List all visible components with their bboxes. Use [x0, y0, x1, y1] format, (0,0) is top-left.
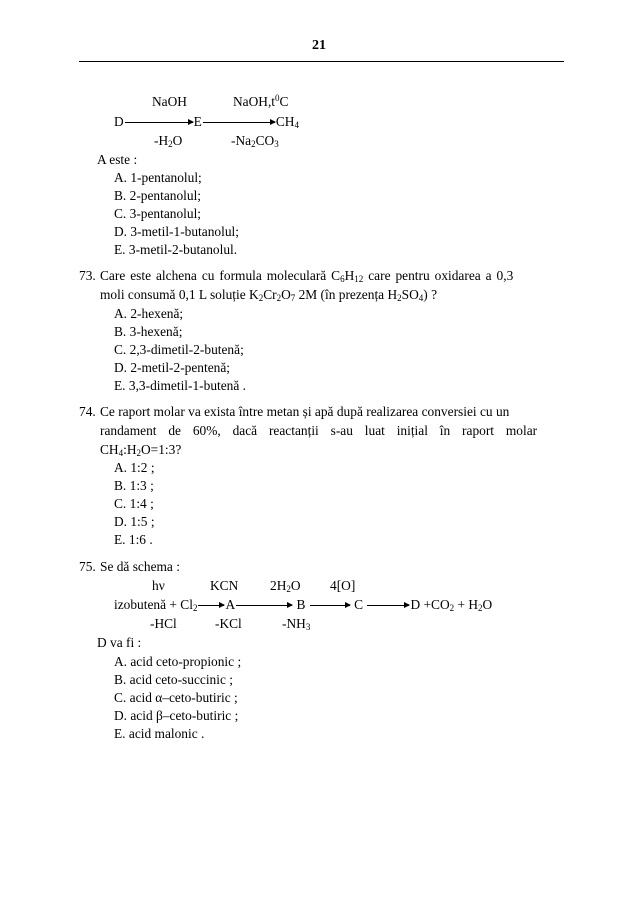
q75-above-kcn: KCN	[210, 578, 239, 593]
scheme1-option-d: D. 3-metil-1-butanolul;	[114, 224, 239, 239]
q73-line1: Care este alchena cu formula moleculară $C_6H_{12}$ care pentru oxidarea a 0,3	[100, 268, 514, 284]
scheme1-e: E	[193, 114, 202, 129]
q74-option-a: A. 1:2 ;	[114, 460, 155, 475]
scheme1-reagent-naoh-heat: $NaOH,t^0C$	[233, 93, 289, 109]
q73-number: 73.	[79, 268, 96, 283]
scheme1-byproduct-water: $-H_2O$	[154, 133, 183, 149]
q75-option-e: E. acid malonic .	[114, 726, 205, 741]
q74-option-e: E. 1:6 .	[114, 532, 153, 547]
arrow-4	[236, 605, 292, 606]
q75-above-light: hν	[152, 578, 165, 593]
q75-a: A	[225, 597, 236, 612]
arrow-6	[367, 605, 409, 606]
q75-below-kcl: -KCl	[215, 616, 242, 631]
q74-line2: randament de 60%, dacă reactanții s-au luat inițial în raport molar	[100, 423, 538, 438]
q75-question: D va fi :	[97, 635, 142, 650]
scheme1-option-a: A. 1-pentanolul;	[114, 170, 202, 185]
q75-intro: Se dă schema :	[100, 559, 180, 574]
q75-number: 75.	[79, 559, 96, 574]
q75-products: $D +CO_2 + H_2O$	[410, 597, 493, 613]
q74-line3: $CH_4:H_2O=1:3$?	[100, 442, 182, 458]
q75-option-a: A. acid ceto-propionic ;	[114, 654, 242, 669]
q74-option-d: D. 1:5 ;	[114, 514, 155, 529]
arrow-1	[125, 122, 193, 123]
header-rule	[79, 61, 564, 62]
q75-option-b: B. acid ceto-succinic ;	[114, 672, 233, 687]
arrow-5	[310, 605, 350, 606]
q75-below-nh3: $-NH_3$	[282, 616, 311, 632]
q73-option-a: A. 2-hexenă;	[114, 306, 184, 321]
scheme1-byproduct-na2co3: $-Na_2CO_3$	[231, 133, 279, 149]
q75-option-c: C. acid α–ceto-butiric ;	[114, 690, 238, 705]
scheme1-ch4: $CH_4$	[275, 114, 299, 130]
q75-equation	[114, 597, 492, 613]
q75-c: C	[354, 597, 364, 612]
q73-line2: moli consumă 0,1 L soluție $K_2Cr_2O_7$ 2M (în prezența $H_2SO_4$) ?	[100, 287, 438, 303]
q75-below-hcl: -HCl	[150, 616, 177, 631]
q75-reactants: izobutenă + $Cl_2$	[114, 597, 198, 613]
q73-option-d: D. 2-metil-2-pentenă;	[114, 360, 231, 375]
q74-option-b: B. 1:3 ;	[114, 478, 154, 493]
q74-number: 74.	[79, 404, 96, 419]
scheme1-equation	[114, 114, 299, 130]
scheme1-option-b: B. 2-pentanolul;	[114, 188, 202, 203]
q75-option-d: D. acid β–ceto-butiric ;	[114, 708, 239, 723]
scheme1-option-e: E. 3-metil-2-butanolul.	[114, 242, 238, 257]
scheme1-d: D	[114, 114, 124, 129]
q75-above-water: $2H_2O$	[270, 578, 301, 594]
scheme1-question: A este :	[97, 152, 138, 167]
q75-above-oxygen: 4[O]	[330, 578, 356, 593]
q74-line1: Ce raport molar va exista între metan și apă după realizarea conversiei cu un	[100, 404, 510, 419]
arrow-2	[203, 122, 275, 123]
q73-option-e: E. 3,3-dimetil-1-butenă .	[114, 378, 247, 393]
scheme1-option-c: C. 3-pentanolul;	[114, 206, 202, 221]
scheme1-reagent-naoh: NaOH	[152, 94, 187, 109]
page-number: 21	[312, 38, 326, 53]
arrow-3	[198, 605, 224, 606]
q73-option-c: C. 2,3-dimetil-2-butenă;	[114, 342, 244, 357]
q73-option-b: B. 3-hexenă;	[114, 324, 183, 339]
q74-option-c: C. 1:4 ;	[114, 496, 154, 511]
q75-b: B	[296, 597, 306, 612]
